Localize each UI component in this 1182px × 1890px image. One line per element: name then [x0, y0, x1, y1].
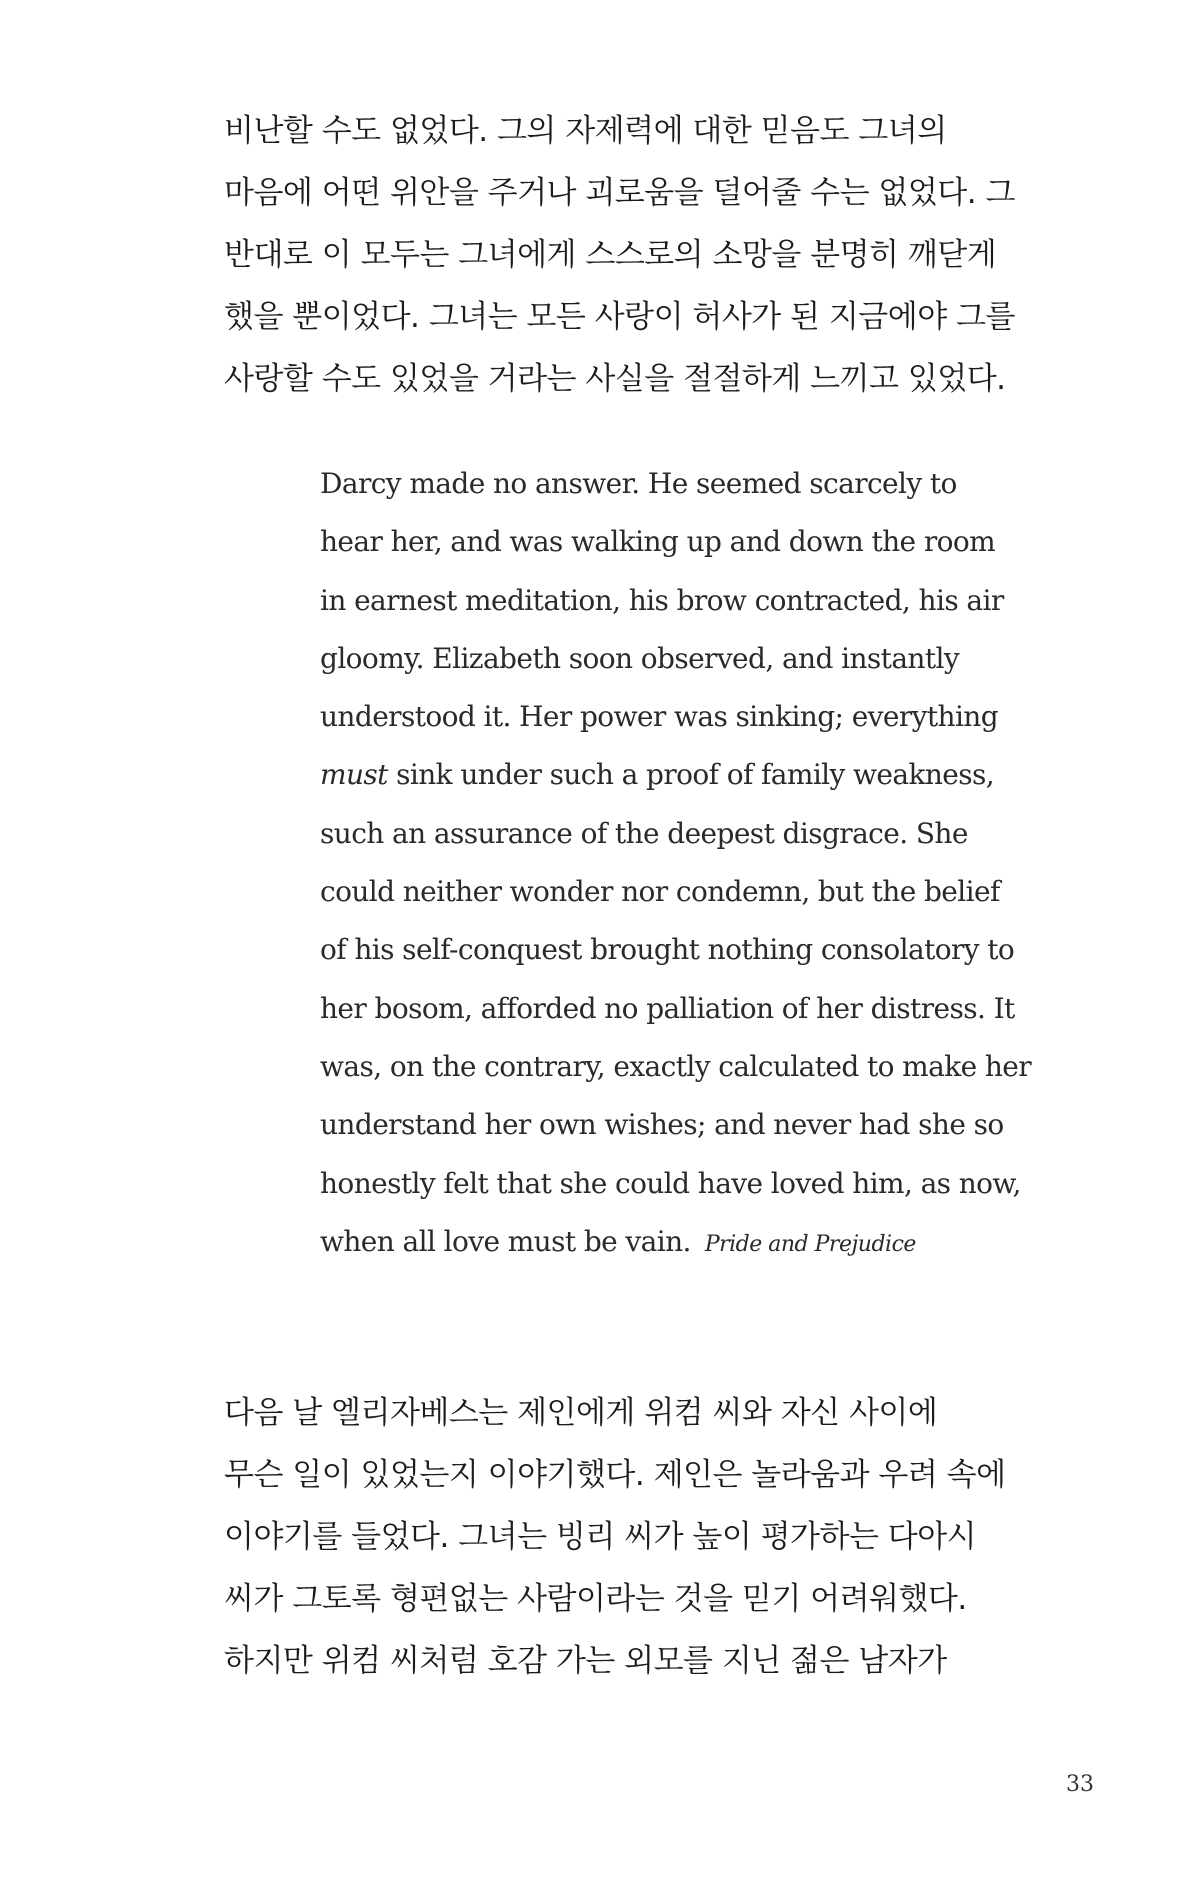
- quote-line: Darcy made no answer. He seemed scarcely to: [320, 467, 957, 500]
- text-line: 비난할 수도 없었다. 그의 자제력에 대한 믿음도 그녀의: [224, 113, 947, 149]
- quote-line: was, on the contrary, exactly calculated to make her: [320, 1049, 1032, 1083]
- quote-line: such an assurance of the deepest disgrace. She: [320, 816, 968, 850]
- quote-line: gloomy. Elizabeth soon observed, and instantly: [320, 641, 960, 675]
- korean-paragraph-top: [224, 100, 1044, 410]
- quote-line: understand her own wishes; and never had she so: [320, 1108, 1004, 1142]
- emphasized-word: must: [320, 758, 388, 792]
- text-line: 하지만 위컴 씨처럼 호감 가는 외모를 지닌 젊은 남자가: [224, 1643, 947, 1679]
- page-number: 33: [1066, 1772, 1094, 1797]
- quote-line: understood it. Her power was sinking; everything: [320, 700, 999, 734]
- text-line: 사랑할 수도 있었을 거라는 사실을 절절하게 느끼고 있었다.: [224, 361, 1006, 397]
- quote-line: of his self-conquest brought nothing consolatory to: [320, 933, 1015, 967]
- quote-line: honestly felt that she could have loved him, as now,: [320, 1166, 1021, 1200]
- text-line: 마음에 어떤 위안을 주거나 괴로움을 덜어줄 수는 없었다. 그: [224, 175, 1015, 211]
- korean-paragraph-bottom: [224, 1382, 1044, 1692]
- quote-line: could neither wonder nor condemn, but the belief: [320, 875, 1000, 909]
- quote-line: hear her, and was walking up and down the room: [320, 525, 996, 559]
- quote-last-line: [320, 1213, 1060, 1274]
- quote-line-text: when all love must be vain.: [320, 1224, 691, 1258]
- quote-line-with-emphasis: [320, 746, 1060, 804]
- quote-line: her bosom, afforded no palliation of her distress. It: [320, 991, 1015, 1025]
- quote-line-rest: sink under such a proof of family weakness,: [396, 758, 995, 792]
- english-quote: [320, 455, 1060, 1274]
- text-line: 했을 뿐이었다. 그녀는 모든 사랑이 허사가 된 지금에야 그를: [224, 299, 1015, 335]
- text-line: 반대로 이 모두는 그녀에게 스스로의 소망을 분명히 깨닫게: [224, 237, 997, 273]
- text-line: 무슨 일이 있었는지 이야기했다. 제인은 놀라움과 우려 속에: [224, 1457, 1006, 1493]
- quote-line: in earnest meditation, his brow contracted, his air: [320, 583, 1004, 617]
- quote-source: Pride and Prejudice: [704, 1231, 916, 1257]
- text-line: 다음 날 엘리자베스는 제인에게 위컴 씨와 자신 사이에: [224, 1395, 938, 1431]
- text-line: 씨가 그토록 형편없는 사람이라는 것을 믿기 어려워했다.: [224, 1581, 967, 1617]
- text-line: 이야기를 들었다. 그녀는 빙리 씨가 높이 평가하는 다아시: [224, 1519, 977, 1555]
